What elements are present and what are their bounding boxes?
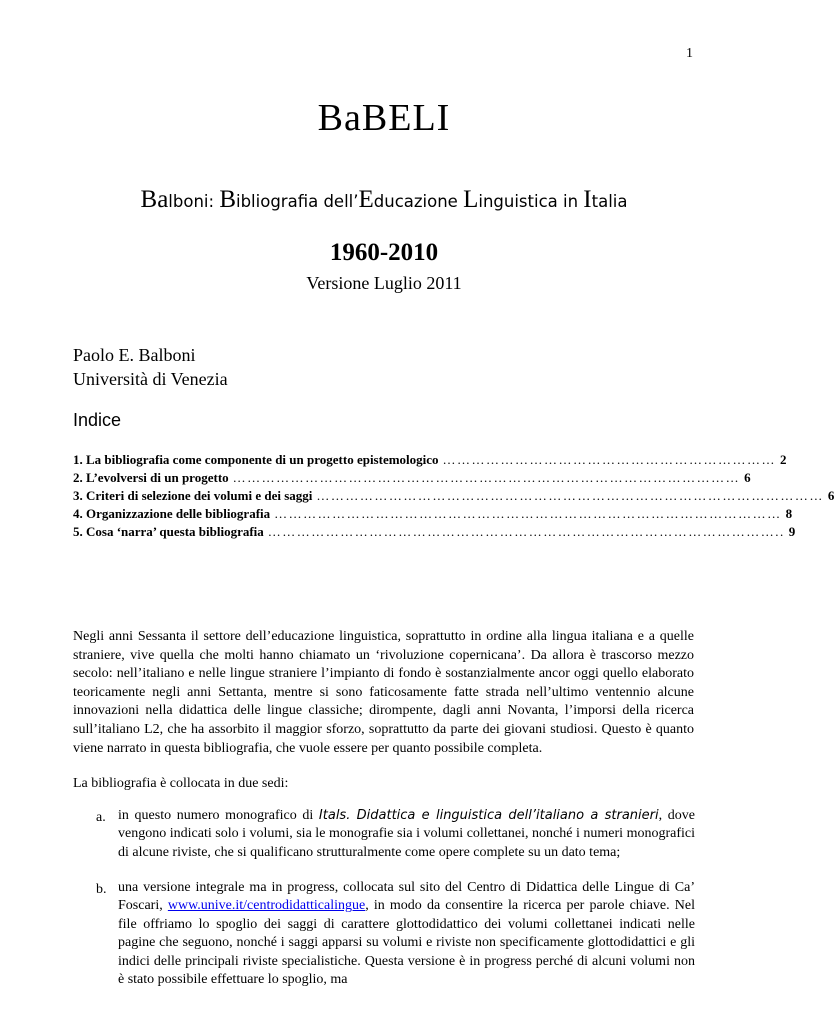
- subtitle-part: Balboni: [140, 186, 209, 213]
- toc-entry-label: 5. Cosa ‘narra’ questa bibliografia: [73, 524, 264, 539]
- subtitle-part: Educazione: [358, 186, 464, 213]
- subtitle-part: Bibliografia dell’: [219, 186, 359, 213]
- list-marker-a: a.: [96, 810, 106, 825]
- toc-page-number: 9: [788, 524, 796, 539]
- intro-paragraph: Negli anni Sessanta il settore dell’educazione linguistica, soprattutto in ordine alla lingua italiana e a quelle straniere, vive quella che molti hanno chiamato un ‘rivoluzione copernicana’. Da allora è trascorso mezzo secolo: nell’italiano e nelle lingue straniere l’impianto di fondo è sostanzialmente ancor oggi quello elaborato teoricamente negli anni Settanta, mentre si sono faticosamente fatte strada nell’ultimo ventennio alcune innovazioni nella didattica delle lingue classiche; dirompente, dagli anni Novanta, l’imporsi della ricerca sull’italiano L2, che ha assorbito il maggior sforzo, soprattutto da parte dei giovani studiosi. Questo è quanto viene narrato in questa bibliografia, che vuole essere per quanto possibile completa.: [73, 629, 694, 756]
- toc-leader: ……………………………………………………………………………………………: [274, 506, 782, 521]
- list-marker-b: b.: [96, 882, 107, 897]
- toc-leader: ……………………………………………………………………………………………: [316, 488, 824, 503]
- subtitle-part: Linguistica in: [463, 186, 584, 213]
- document-subtitle: [0, 186, 768, 214]
- toc-entry[interactable]: [73, 470, 751, 488]
- document-title: BaBELI: [317, 97, 451, 139]
- list-item-b: una versione integrale ma in progress, collocata sul sito del Centro di Didattica delle Lingue di Ca’ Foscari, www.unive.it/centrodidatticalingue, in modo da consentire la ricerca per parole chiave. Nel file offriamo lo spoglio dei saggi di carattere glottodidattico dei volumi collettanei indicati nelle pagine che seguono, nonché i saggi apparsi su volumi e riviste non specificamente glottodidattici e gli indici delle principali riviste specialistiche. Questa versione è in progress perché di alcuni volumi non è stato possibile effettuare lo spoglio, ma: [118, 880, 695, 988]
- subtitle-part: Italia: [583, 186, 628, 213]
- toc-leader: ……………………………………………………………: [442, 452, 777, 467]
- author-name: Paolo E. Balboni: [73, 345, 196, 365]
- years-range: 1960-2010: [329, 239, 439, 266]
- toc-entry-label: 1. La bibliografia come componente di un progetto epistemologico: [73, 452, 439, 467]
- toc-entry-label: 2. L’evolversi di un progetto: [73, 470, 229, 485]
- toc-page-number: 6: [827, 488, 834, 503]
- author-affiliation: Università di Venezia: [73, 369, 228, 389]
- subtitle-part: :: [208, 192, 220, 211]
- toc-page-number: 8: [785, 506, 793, 521]
- toc-entry[interactable]: [73, 488, 834, 506]
- list-item-a: in questo numero monografico di Itals. Didattica e linguistica dell’italiano a stranieri, dove vengono indicati solo i volumi, sia le monografie sia i volumi collettanei, nonché i numeri monografici di alcune riviste, che si qualificano strutturalmente come opere complete su un dato tema;: [118, 808, 695, 860]
- journal-title: Itals. Didattica e linguistica dell’italiano a stranieri: [318, 808, 659, 823]
- toc-entry[interactable]: [73, 524, 796, 542]
- toc-entry[interactable]: [73, 506, 793, 524]
- toc-leader: ……………………………………………………………………………………………: [232, 470, 741, 485]
- toc-leader: ……………………………………………………………………………………………..: [267, 524, 785, 539]
- toc-page-number: 2: [780, 452, 787, 467]
- toc-entry[interactable]: [73, 452, 787, 470]
- page-number: 1: [686, 46, 693, 61]
- toc-entry-label: 4. Organizzazione delle bibliografia: [73, 506, 271, 521]
- centro-didattica-link[interactable]: www.unive.it/centrodidatticalingue: [167, 898, 366, 914]
- version-line: Versione Luglio 2011: [306, 273, 462, 293]
- index-heading: Indice: [73, 410, 122, 430]
- collocation-sentence: La bibliografia è collocata in due sedi:: [73, 776, 289, 791]
- toc-page-number: 6: [744, 470, 751, 485]
- toc-entry-label: 3. Criteri di selezione dei volumi e dei saggi: [73, 488, 313, 503]
